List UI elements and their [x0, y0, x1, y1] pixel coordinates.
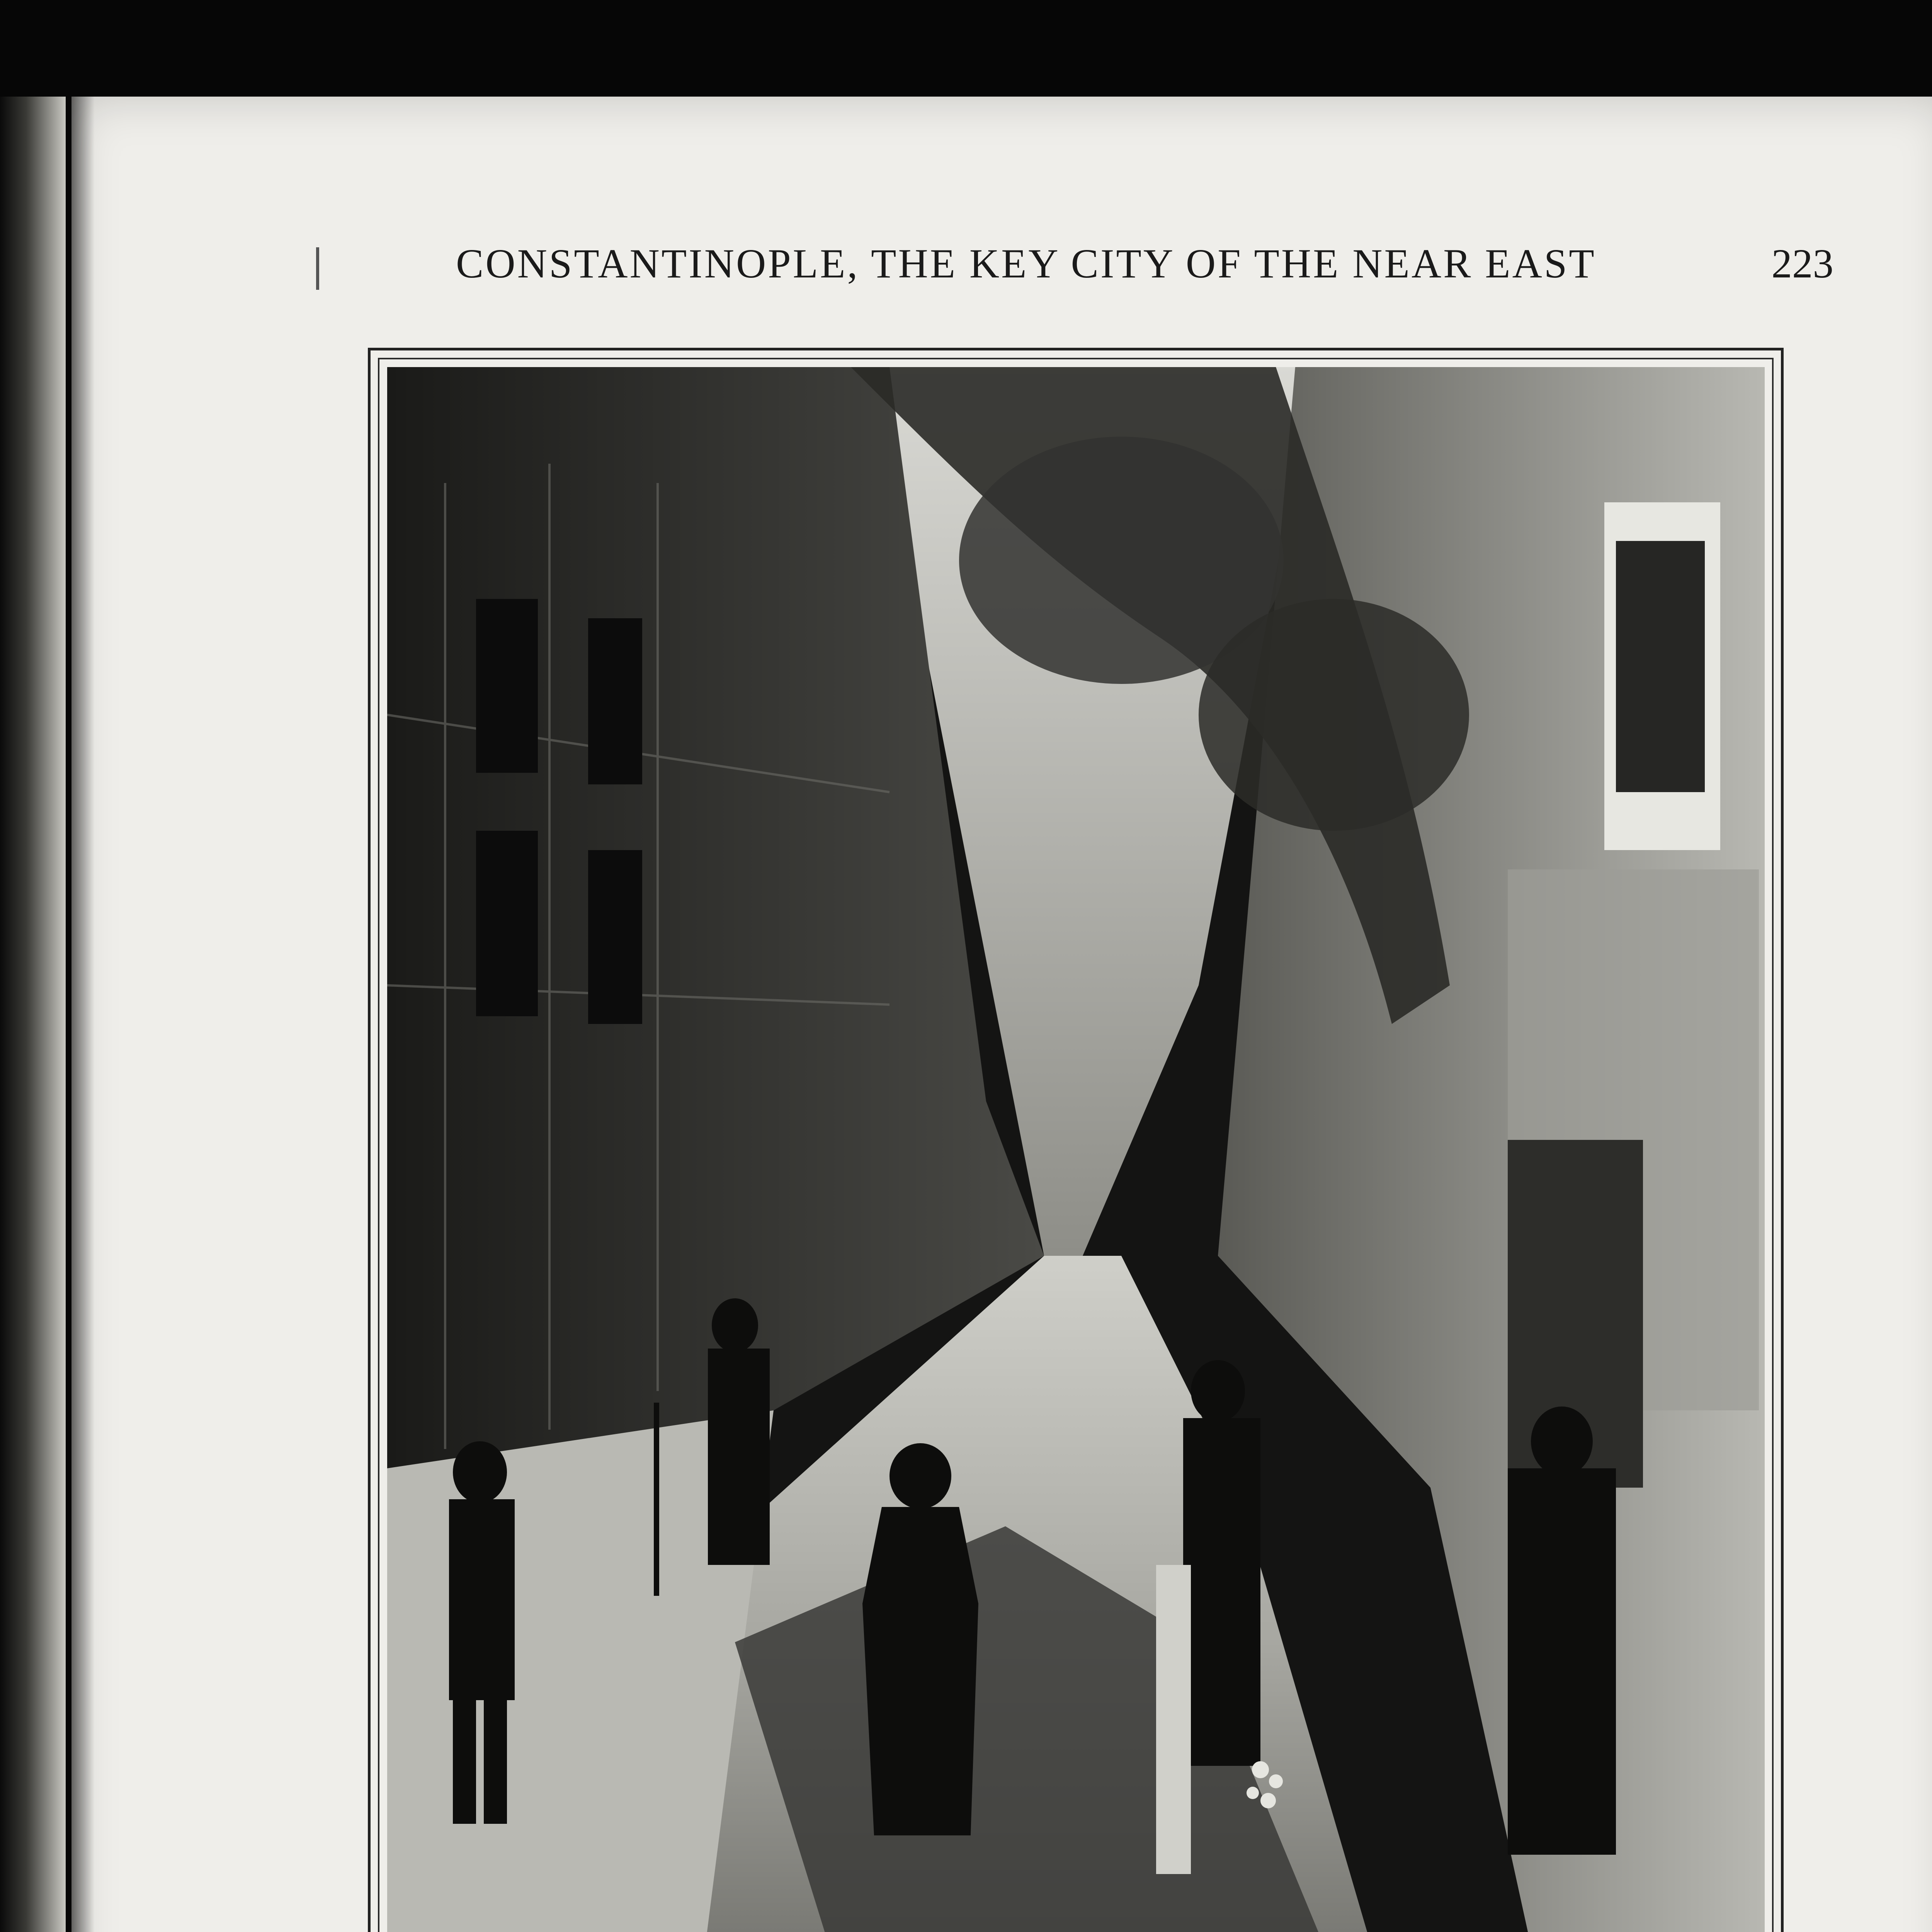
binding-shadow [71, 97, 95, 1932]
facing-page-edge [0, 97, 66, 1932]
gutter-mark [316, 247, 319, 290]
page-number: 223 [1771, 241, 1833, 287]
running-head: CONSTANTINOPLE, THE KEY CITY OF THE NEAR EAST [456, 241, 1596, 287]
street-photograph [387, 367, 1765, 1932]
